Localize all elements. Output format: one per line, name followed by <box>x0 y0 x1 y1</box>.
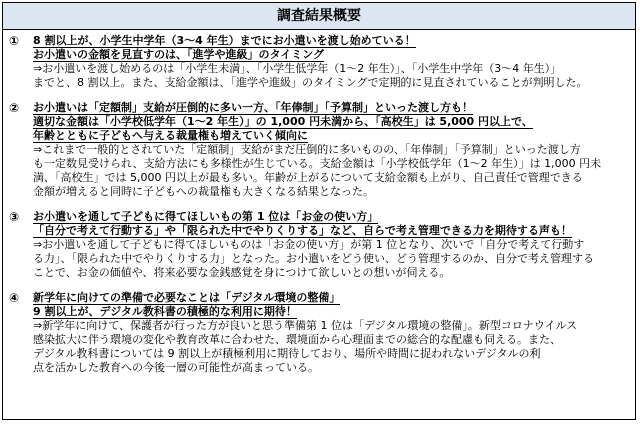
headline-line <box>33 48 629 62</box>
headline-text: お小遣いは「定額制」支給が圧倒的に多い一方、「年俸制」「予算制」といった渡し方も！ <box>33 101 473 114</box>
headline-line <box>33 129 629 143</box>
summary-item <box>9 210 629 280</box>
description-line: 金額が増えると同時に子どもへの裁量権も大きくなる結果となった。 <box>33 185 374 198</box>
headline-line <box>33 305 629 319</box>
description-line: ことで、お金の価値や、将来必要な金銭感覚を身につけて欲しいとの想いが伺える。 <box>33 266 451 279</box>
description-line: ⇒新学年に向けて、保護者が行った方が良いと思う準備第 1 位は「デジタル環境の整備」。新型コロナウイルス <box>33 319 578 332</box>
headline-text: 年齢とともに子どもへ与える裁量権も増えていく傾向に <box>33 129 308 142</box>
item-number: ③ <box>9 210 20 224</box>
description-line: る力」、「限られた中でやりくりする力」となった。お小遣いをどう使い、どう管理するのか、自分で考え管理する <box>33 252 594 265</box>
item-number: ① <box>9 34 20 48</box>
headline-line <box>33 101 629 115</box>
description-line: までと、8 割以上。また、支給金額は、「進学や進級」のタイミングで定期的に見直されていることが判明した。 <box>33 76 588 89</box>
description-line: デジタル教科書については 9 割以上が積極利用に期待しており、場所や時間に捉われないデジタルの利 <box>33 347 541 360</box>
headline-text: 新学年に向けての準備で必要なことは「デジタル環境の整備」 <box>33 291 341 304</box>
summary-list <box>3 30 635 375</box>
headline-line <box>33 115 629 129</box>
item-number: ② <box>9 101 20 115</box>
headline-text: お小遣いを通して子どもに得てほしいもの第 1 位は「お金の使い方」 <box>33 210 379 223</box>
headline-text: 9 割以上が、デジタル教科書の積極的な利用に期待！ <box>33 305 297 318</box>
headline-line <box>33 224 629 238</box>
description-line: 点を活かした教育への今後一層の可能性が高まっている。 <box>33 361 319 374</box>
headline-line <box>33 210 629 224</box>
item-number: ④ <box>9 291 20 305</box>
headline-line <box>33 34 629 48</box>
headline-text: 適切な金額は「小学校低学年（1～2 年生）」の 1,000 円未満から、「高校生」は 5,000 円以上で、 <box>33 115 533 128</box>
page-title: 調査結果概要 <box>3 3 635 30</box>
headline-line <box>33 291 629 305</box>
description-line: 感染拡大に伴う環境の変化や教育改革に合わせた、環境面から心理面までの総合的な配慮も伺える。また、 <box>33 333 561 346</box>
summary-item <box>9 291 629 375</box>
description-line: 満、「高校生」では 5,000 円以上が最も多い。年齢が上がるについて支給金額も上がり、自己責任で管理できる <box>33 171 583 184</box>
description-line: ⇒お小遣いを渡し始めるのは「小学生未満」、「小学生低学年（1～2 年生）」、「小学生中学年（3～4 年生）」 <box>33 62 562 75</box>
description-line: ⇒お小遣いを通して子どもに得てほしいものは「お金の使い方」が第 1 位となり、次いで「自分で考えて行動す <box>33 238 585 251</box>
summary-item <box>9 101 629 199</box>
summary-item <box>9 34 629 90</box>
description-line: も一定数見受けられ、支給方法にも多様性が生じている。支給金額は「小学校低学年（1～2 年生）」は 1,000 円未 <box>33 157 602 170</box>
summary-box <box>2 2 636 420</box>
headline-text: お小遣いの金額を見直すのは、「進学や進級」のタイミング <box>33 48 325 61</box>
headline-text: 「自分で考えて行動する」や「限られた中でやりくりする」など、自らで考え管理できる力を期待する声も！ <box>33 224 572 237</box>
description-line: ⇒これまで一般的とされていた「定額制」支給がまだ圧倒的に多いものの、「年俸制」「予算制」といった渡し方 <box>33 143 581 156</box>
headline-text: 8 割以上が、小学生中学年（3～4 年生）までにお小遣いを渡し始めている！ <box>33 34 416 47</box>
